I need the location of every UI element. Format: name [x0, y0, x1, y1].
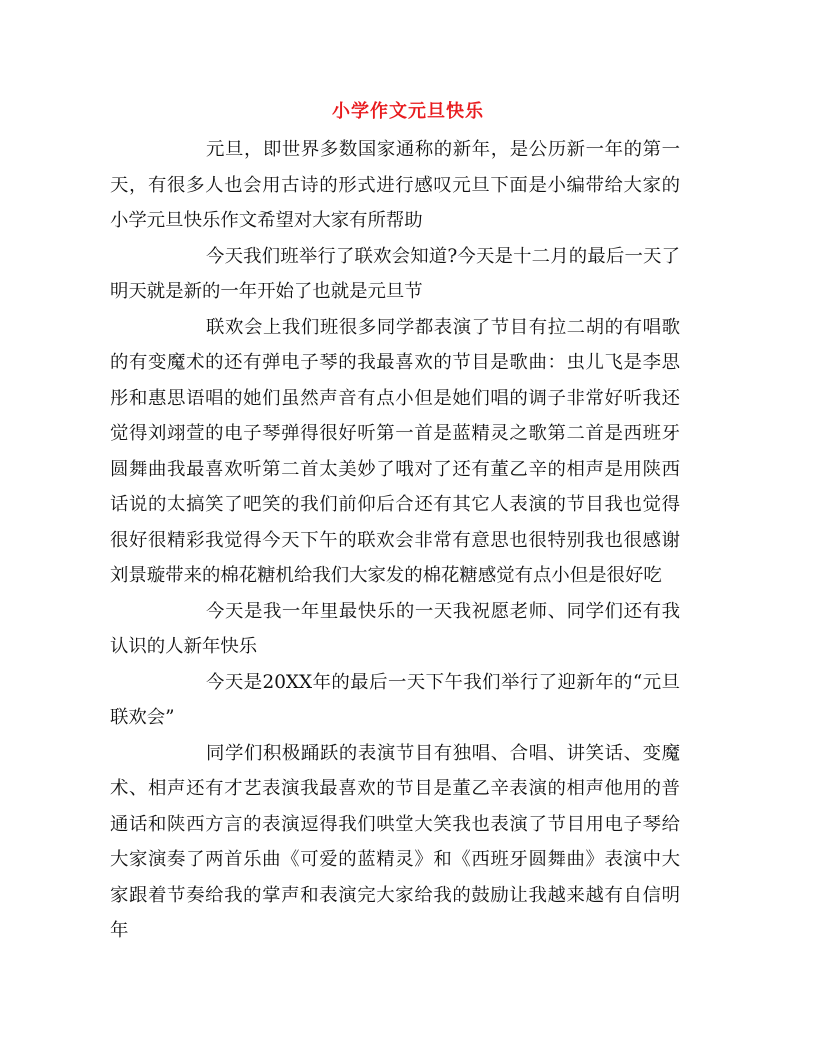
paragraph-1: 元旦，即世界多数国家通称的新年，是公历新一年的第一天，有很多人也会用古诗的形式进行感叹元旦下面是小编带给大家的小学元旦快乐作文希望对大家有所帮助 — [110, 139, 680, 231]
paragraph-3: 联欢会上我们班很多同学都表演了节目有拉二胡的有唱歌的有变魔术的还有弹电子琴的我最喜欢的节目是歌曲：虫儿飞是李思彤和惠思语唱的她们虽然声音有点小但是她们唱的调子非常好听我还觉得刘翊萱的电子琴弹得很好听第一首是蓝精灵之歌第二首是西班牙圆舞曲我最喜欢听第二首太美妙了哦对了还有董乙辛的相声是用陕西话说的太搞笑了吧笑的我们前仰后合还有其它人表演的节目我也觉得很好很精彩我觉得今天下午的联欢会非常有意思也很特别我也很感谢刘景璇带来的棉花糖机给我们大家发的棉花糖感觉有点小但是很好吃 — [110, 316, 680, 586]
paragraph-5: 今天是20XX年的最后一天下午我们举行了迎新年的“元旦联欢会” — [110, 671, 680, 728]
article-body — [110, 132, 680, 949]
paragraph-4: 今天是我一年里最快乐的一天我祝愿老师、同学们还有我认识的人新年快乐 — [110, 600, 680, 657]
paragraph-6: 同学们积极踊跃的表演节目有独唱、合唱、讲笑话、变魔术、相声还有才艺表演我最喜欢的节目是董乙辛表演的相声他用的普通话和陕西方言的表演逗得我们哄堂大笑我也表演了节目用电子琴给大家演奏了两首乐曲《可爱的蓝精灵》和《西班牙圆舞曲》表演中大家跟着节奏给我的掌声和表演完大家给我的鼓励让我越来越有自信明年 — [110, 742, 680, 941]
paragraph-2: 今天我们班举行了联欢会知道?今天是十二月的最后一天了明天就是新的一年开始了也就是元旦节 — [110, 245, 680, 302]
page-title: 小学作文元旦快乐 — [332, 101, 484, 122]
